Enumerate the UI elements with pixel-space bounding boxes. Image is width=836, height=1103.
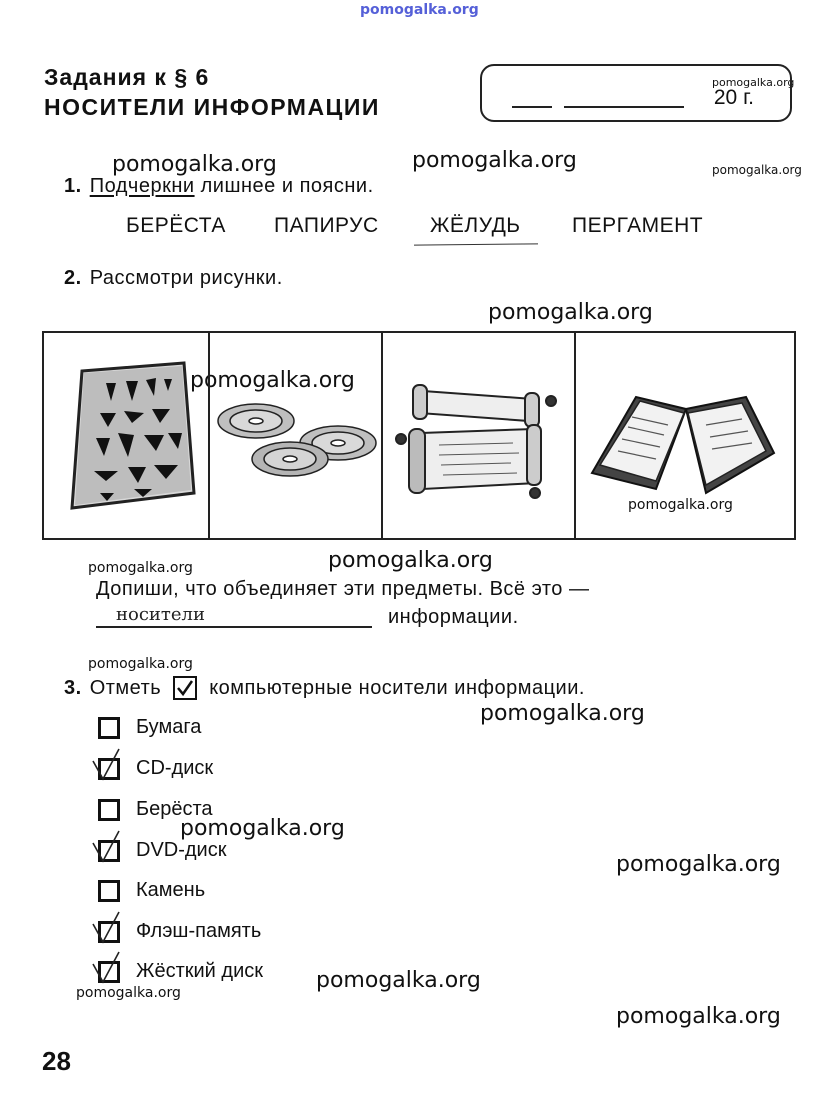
task2-complete-prompt: Допиши, что объединяет эти предметы. Всё это — [96, 578, 590, 600]
check-mark-icon [91, 906, 131, 946]
check-mark-icon [91, 825, 131, 865]
watermark: pomogalka.org [76, 985, 181, 1001]
watermark: pomogalka.org [616, 852, 781, 877]
cd-discs-image [210, 333, 384, 538]
clay-tablet-image [44, 333, 210, 538]
watermark: pomogalka.org [328, 548, 493, 573]
option-birchbark[interactable]: Берёста [98, 798, 213, 821]
check-mark-icon [91, 946, 131, 986]
checkbox-checked[interactable] [98, 840, 120, 862]
checkbox-checked[interactable] [98, 758, 120, 780]
page-number: 28 [42, 1046, 71, 1076]
watermark-top: pomogalka.org [360, 2, 479, 18]
watermark: pomogalka.org [488, 300, 653, 325]
task1-underlined-verb: Подчеркни [89, 175, 195, 197]
date-year: 20 г. [713, 86, 754, 109]
book-image [576, 333, 794, 538]
picture-strip [42, 331, 796, 540]
section-title: Задания к § 6 [44, 64, 210, 90]
watermark: pomogalka.org [480, 701, 645, 726]
watermark: pomogalka.org [88, 656, 193, 672]
watermark: pomogalka.org [628, 497, 733, 513]
option-flash[interactable]: Флэш-память [98, 920, 261, 943]
watermark: pomogalka.org [190, 368, 355, 393]
word-option[interactable]: ПЕРГАМЕНТ [572, 214, 704, 237]
watermark: pomogalka.org [712, 163, 802, 177]
word-option[interactable]: БЕРЁСТА [126, 214, 226, 237]
handwritten-answer: носители [116, 604, 205, 625]
word-option[interactable]: ПАПИРУС [274, 214, 379, 237]
task2-instruction: 2. Рассмотри рисунки. [64, 267, 283, 289]
watermark: pomogalka.org [180, 816, 345, 841]
option-cd[interactable]: CD-диск [98, 757, 213, 780]
checkbox[interactable] [98, 717, 120, 739]
hand-underline [414, 243, 538, 245]
word-option-underlined[interactable]: ЖЁЛУДЬ [430, 214, 521, 237]
checkbox[interactable] [98, 880, 120, 902]
answer-line [96, 626, 372, 628]
watermark: pomogalka.org [616, 1004, 781, 1029]
watermark: pomogalka.org [412, 148, 577, 173]
task3-instruction: 3. Отметь компьютерные носители информации. [64, 676, 585, 699]
checkbox[interactable] [98, 799, 120, 821]
checkbox-sample-icon [173, 676, 197, 700]
section-subtitle: НОСИТЕЛИ ИНФОРМАЦИИ [44, 94, 380, 120]
option-hdd[interactable]: Жёсткий диск [98, 960, 263, 983]
option-paper[interactable]: Бумага [98, 716, 201, 739]
checkbox-checked[interactable] [98, 961, 120, 983]
task1-instruction: 1. Подчеркни лишнее и поясни. [64, 175, 374, 197]
date-box [480, 64, 795, 122]
papyrus-scrolls-image [383, 333, 575, 538]
watermark: pomogalka.org [88, 560, 193, 576]
task2-complete-suffix: информации. [388, 606, 519, 628]
watermark: pomogalka.org [316, 968, 481, 993]
option-dvd[interactable]: DVD-диск [98, 839, 226, 862]
checkbox-checked[interactable] [98, 921, 120, 943]
watermark: pomogalka.org [112, 152, 277, 177]
option-stone[interactable]: Камень [98, 879, 205, 902]
watermark: pomogalka.org [712, 76, 795, 89]
check-mark-icon [91, 743, 131, 783]
